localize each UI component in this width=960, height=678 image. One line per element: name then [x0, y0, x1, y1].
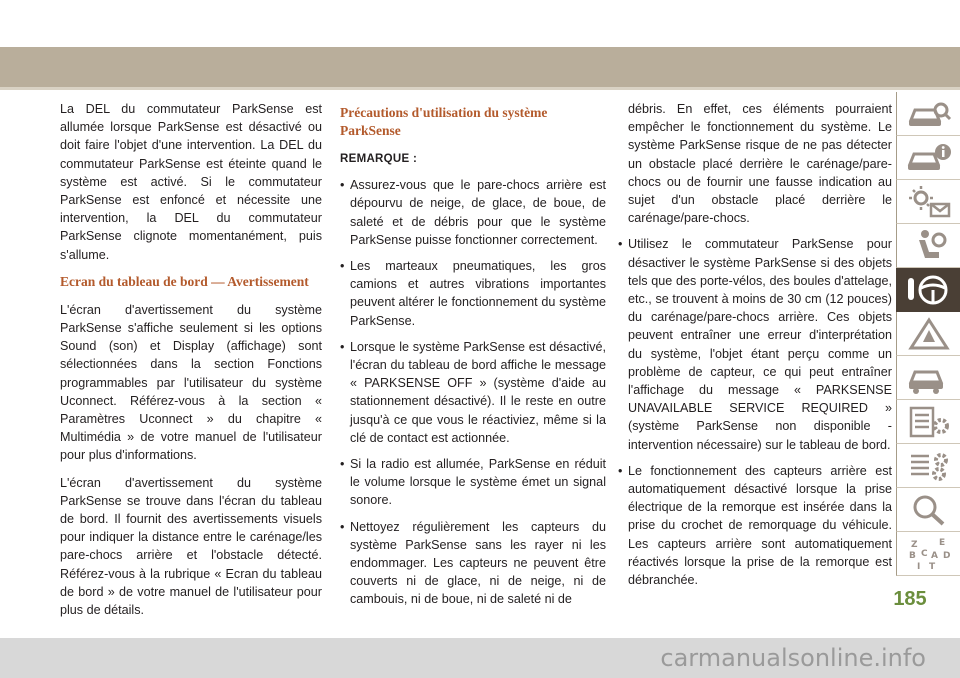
list-item: • Utilisez le commutateur ParkSense pour désactiver le système ParkSense si des objets tels que des porte-vélos, des boules d'attelage, etc., se trouvent à moins de 30 cm (12 pouces) du carénage/pare-chocs arrière. Ces objets peuvent entraîner une erreur d'interprétation du système, l'objet étant perçu comme un problème de capteur, ce qui peut entraîner l'affichage du message « PARKSENSE UNAVAILABLE SERVICE REQUIRED » (système ParkSense non disponible - intervention nécessaire) sur le tableau de bord. [618, 235, 892, 453]
car-service-icon [905, 360, 953, 396]
tab-car-info[interactable] [896, 136, 960, 180]
alphabet-letter: B [908, 550, 916, 561]
paragraph-led: La DEL du commutateur ParkSense est allumée lorsque ParkSense est désactivé ou doit faire l'objet d'une intervention. La DEL du commutateur ParkSense est éteinte quand le système est activé. Si le commutateur ParkSense est enfoncé et nécessite une intervention, la DEL du commutateur ParkSense clignote momentanément, puis s'allume. [60, 102, 322, 262]
tab-settings-list[interactable] [896, 444, 960, 488]
column-middle [340, 100, 606, 617]
tab-checklist-gear[interactable] [896, 400, 960, 444]
column-right [618, 100, 892, 597]
list-item: • Lorsque le système ParkSense est désactivé, l'écran du tableau de bord affiche le message « PARKSENSE OFF » (système d'aide au stationnement désactivé). Il le reste en outre jusqu'à ce que vous le réactiviez, même si la clé de contact est actionnée. [340, 338, 606, 447]
seat-airbag-icon [905, 228, 953, 264]
alphabet-letter: I [916, 561, 920, 572]
tab-seat-airbag[interactable] [896, 224, 960, 268]
alphabet-letter: D [942, 550, 950, 561]
list-item: • Les marteaux pneumatiques, les gros camions et autres vibrations importantes peuvent altérer le fonctionnement du système ParkSense. [340, 257, 606, 330]
settings-list-icon [905, 448, 953, 484]
remark-label: REMARQUE : [340, 153, 418, 165]
checklist-gear-icon [905, 404, 953, 440]
alphabet-letter: E [938, 537, 945, 548]
header-rule [0, 87, 960, 90]
alphabet-letter: A [930, 550, 938, 561]
tab-hazard-triangle[interactable] [896, 312, 960, 356]
list-item: • Le fonctionnement des capteurs arrière est automatiquement désactivé lorsque la prise électrique de la remorque est insérée dans la prise du crochet de remorquage du véhicule. Les capteurs arrière sont automatiquement réactivés lorsque la prise de la remorque est débranchée. [618, 462, 892, 589]
tab-warning-lights[interactable] [896, 180, 960, 224]
header-band [0, 47, 960, 87]
warning-lights-icon [905, 184, 953, 220]
page-number: 185 [893, 588, 927, 610]
alphabet-index-icon [905, 536, 953, 572]
watermark-band [0, 638, 960, 678]
tab-car-search[interactable] [896, 92, 960, 136]
watermark-text[interactable]: carmanualsonline.info [660, 644, 926, 672]
section-heading-precautions: Précautions d'utilisation du système ParkSense [340, 105, 548, 138]
chapter-tabs [896, 92, 960, 576]
alphabet-letter: C [920, 548, 928, 559]
tab-car-service[interactable] [896, 356, 960, 400]
car-info-icon [905, 140, 953, 176]
alphabet-letter: T [928, 561, 935, 572]
tab-alphabet-index[interactable] [896, 532, 960, 576]
column-left [60, 100, 322, 628]
list-item: • Assurez-vous que le pare-chocs arrière est dépourvu de neige, de glace, de boue, de saleté et de débris pour que le système ParkSense puisse fonctionner correctement. [340, 176, 606, 249]
paragraph-warning-details: L'écran d'avertissement du système ParkSense se trouve dans l'écran du tableau de bord. Il fournit des avertissements visuels pour indiquer la distance entre le carénage/les pare-chocs arrière et l'obstacle détecté. Référez-vous à la rubrique « Ecran du tableau de bord » de votre manuel de l'utilisateur pour plus de détails. [60, 475, 322, 618]
tab-index-search[interactable] [896, 488, 960, 532]
list-item: • Nettoyez régulièrement les capteurs du système ParkSense sans les rayer ni les endommager. Les capteurs ne peuvent être couverts ni de glace, ni de neige, ni de cambouis, ni de boue, ni de saleté ni de [340, 518, 606, 609]
paragraph-warning-screen: L'écran d'avertissement du système ParkSense s'affiche seulement si les options Sound (son) et Display (affichage) sont sélectionnées dans la section Fonctions programmables par l'utilisateur du système Uconnect. Référez-vous à la section « Paramètres Uconnect » du chapitre « Multimédia » de votre manuel de l'utilisateur pour plus d'informations. [60, 302, 322, 463]
steering-wheel-key-icon [905, 272, 953, 308]
alphabet-letter: Z [910, 539, 918, 550]
hazard-triangle-icon [905, 316, 953, 352]
tab-steering-wheel-key[interactable] [896, 268, 960, 312]
list-item: • Si la radio est allumée, ParkSense en réduit le volume lorsque le système émet un signal sonore. [340, 455, 606, 510]
index-search-icon [905, 492, 953, 528]
section-heading-dashboard: Ecran du tableau de bord — Avertissement [60, 273, 309, 289]
list-item-continuation: débris. En effet, ces éléments pourraient empêcher le fonctionnement du système. Le système ParkSense risque de ne pas détecter un obstacle placé derrière le carénage/pare-chocs ou de fournir une fausse indication au sujet d'un obstacle placé derrière le carénage/pare-chocs. [628, 102, 892, 226]
car-search-icon [905, 96, 953, 132]
